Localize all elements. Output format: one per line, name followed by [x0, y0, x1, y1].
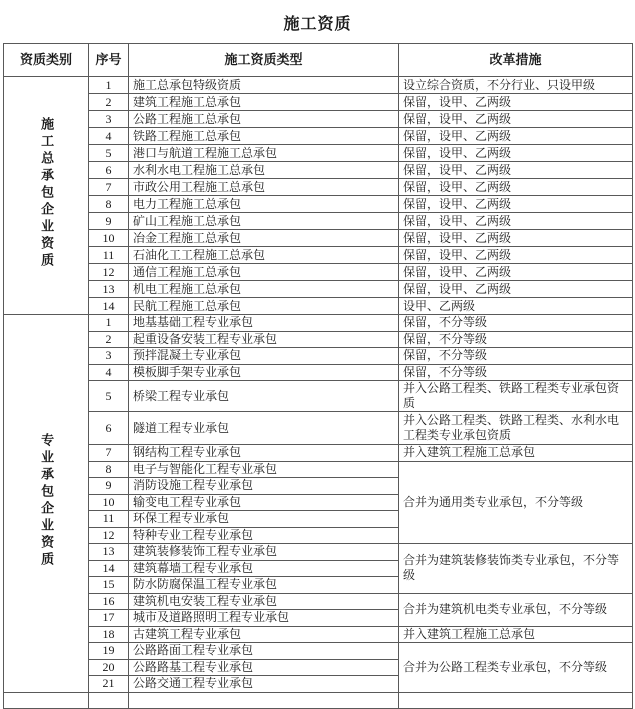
type-cell: 建筑工程施工总承包 — [129, 94, 399, 111]
header-row — [4, 44, 633, 77]
table-row — [4, 412, 633, 445]
table-row — [4, 213, 633, 230]
serial-cell: 4 — [89, 364, 129, 381]
type-cell: 电力工程施工总承包 — [129, 196, 399, 213]
table-row — [4, 643, 633, 660]
type-cell: 通信工程施工总承包 — [129, 264, 399, 281]
type-cell: 特种专业工程专业承包 — [129, 527, 399, 544]
table-row — [4, 264, 633, 281]
type-cell: 建筑幕墙工程专业承包 — [129, 560, 399, 577]
measure-cell: 并入公路工程类、铁路工程类、水利水电工程类专业承包资质 — [399, 412, 633, 445]
serial-cell: 6 — [89, 162, 129, 179]
table-row — [4, 381, 633, 412]
serial-cell: 14 — [89, 560, 129, 577]
type-cell: 古建筑工程专业承包 — [129, 626, 399, 643]
type-cell: 水利水电工程施工总承包 — [129, 162, 399, 179]
serial-cell: 3 — [89, 111, 129, 128]
serial-cell: 15 — [89, 577, 129, 594]
document-page — [0, 11, 635, 692]
type-cell: 建筑机电安装工程专业承包 — [129, 593, 399, 610]
table-row — [4, 593, 633, 610]
table-row — [4, 128, 633, 145]
table-row — [4, 692, 633, 708]
type-cell: 市政公用工程施工总承包 — [129, 179, 399, 196]
measure-cell: 保留，不分等级 — [399, 315, 633, 332]
table-row — [4, 348, 633, 365]
type-cell: 电子与智能化工程专业承包 — [129, 461, 399, 478]
measure-cell: 合并为建筑机电类专业承包，不分等级 — [399, 593, 633, 626]
measure-cell: 保留，设甲、乙两级 — [399, 145, 633, 162]
serial-cell: 19 — [89, 643, 129, 660]
serial-cell: 5 — [89, 145, 129, 162]
table-row — [4, 445, 633, 462]
serial-cell: 1 — [89, 77, 129, 94]
measure-cell: 保留，设甲、乙两级 — [399, 230, 633, 247]
table-row — [4, 145, 633, 162]
table-row — [4, 331, 633, 348]
serial-cell: 13 — [89, 544, 129, 561]
serial-cell: 7 — [89, 445, 129, 462]
category-label: 施工总承包企业资质 — [39, 117, 55, 270]
measure-cell: 保留，设甲、乙两级 — [399, 162, 633, 179]
column-header-serial: 序号 — [89, 44, 129, 77]
measure-cell: 合并为通用类专业承包，不分等级 — [399, 461, 633, 544]
type-cell: 机电工程施工总承包 — [129, 281, 399, 298]
type-cell: 城市及道路照明工程专业承包 — [129, 610, 399, 627]
measure-cell: 设甲、乙两级 — [399, 298, 633, 315]
category-cell — [4, 77, 89, 315]
category-label: 专业承包企业资质 — [39, 433, 55, 570]
serial-cell: 12 — [89, 527, 129, 544]
type-cell: 地基基础工程专业承包 — [129, 315, 399, 332]
type-cell: 预拌混凝土专业承包 — [129, 348, 399, 365]
type-cell: 消防设施工程专业承包 — [129, 478, 399, 495]
measure-cell: 合并为建筑装修装饰类专业承包，不分等级 — [399, 544, 633, 594]
type-cell: 公路路基工程专业承包 — [129, 659, 399, 676]
type-cell — [129, 692, 399, 708]
measure-cell: 保留，设甲、乙两级 — [399, 264, 633, 281]
serial-cell: 8 — [89, 461, 129, 478]
table-row — [4, 179, 633, 196]
measure-cell: 保留，设甲、乙两级 — [399, 111, 633, 128]
measure-cell: 保留，设甲、乙两级 — [399, 196, 633, 213]
serial-cell: 8 — [89, 196, 129, 213]
serial-cell: 3 — [89, 348, 129, 365]
type-cell: 铁路工程施工总承包 — [129, 128, 399, 145]
type-cell: 公路交通工程专业承包 — [129, 676, 399, 693]
type-cell: 起重设备安装工程专业承包 — [129, 331, 399, 348]
serial-cell: 10 — [89, 230, 129, 247]
serial-cell: 2 — [89, 331, 129, 348]
measure-cell: 并入建筑工程施工总承包 — [399, 626, 633, 643]
serial-cell: 21 — [89, 676, 129, 693]
serial-cell: 7 — [89, 179, 129, 196]
serial-cell: 5 — [89, 381, 129, 412]
measure-cell: 保留，设甲、乙两级 — [399, 247, 633, 264]
measure-cell: 保留，设甲、乙两级 — [399, 213, 633, 230]
type-cell: 桥梁工程专业承包 — [129, 381, 399, 412]
table-row — [4, 626, 633, 643]
serial-cell: 10 — [89, 494, 129, 511]
measure-cell: 保留，设甲、乙两级 — [399, 128, 633, 145]
table-row — [4, 544, 633, 561]
type-cell: 公路工程施工总承包 — [129, 111, 399, 128]
serial-cell: 6 — [89, 412, 129, 445]
serial-cell: 9 — [89, 478, 129, 495]
measure-cell: 保留，不分等级 — [399, 331, 633, 348]
table-row — [4, 94, 633, 111]
measure-cell: 设立综合资质，不分行业、只设甲级 — [399, 77, 633, 94]
type-cell: 建筑装修装饰工程专业承包 — [129, 544, 399, 561]
table-row — [4, 162, 633, 179]
column-header-type: 施工资质类型 — [129, 44, 399, 77]
measure-cell: 保留，设甲、乙两级 — [399, 281, 633, 298]
type-cell: 模板脚手架专业承包 — [129, 364, 399, 381]
serial-cell: 16 — [89, 593, 129, 610]
serial-cell: 17 — [89, 610, 129, 627]
type-cell: 钢结构工程专业承包 — [129, 445, 399, 462]
table-row — [4, 364, 633, 381]
type-cell: 施工总承包特级资质 — [129, 77, 399, 94]
measure-cell: 合并为公路工程类专业承包，不分等级 — [399, 643, 633, 693]
type-cell: 民航工程施工总承包 — [129, 298, 399, 315]
category-cell — [4, 315, 89, 693]
measure-cell: 保留，不分等级 — [399, 348, 633, 365]
type-cell: 石油化工工程施工总承包 — [129, 247, 399, 264]
table-row — [4, 77, 633, 94]
qualification-table — [3, 43, 633, 709]
serial-cell: 11 — [89, 511, 129, 528]
serial-cell: 18 — [89, 626, 129, 643]
measure-cell: 保留，不分等级 — [399, 364, 633, 381]
serial-cell: 4 — [89, 128, 129, 145]
serial-cell — [89, 692, 129, 708]
column-header-measure: 改革措施 — [399, 44, 633, 77]
serial-cell: 11 — [89, 247, 129, 264]
serial-cell: 14 — [89, 298, 129, 315]
serial-cell: 20 — [89, 659, 129, 676]
table-row — [4, 230, 633, 247]
type-cell: 冶金工程施工总承包 — [129, 230, 399, 247]
measure-cell: 并入公路工程类、铁路工程类专业承包资质 — [399, 381, 633, 412]
table-row — [4, 196, 633, 213]
type-cell: 环保工程专业承包 — [129, 511, 399, 528]
type-cell: 隧道工程专业承包 — [129, 412, 399, 445]
measure-cell: 并入建筑工程施工总承包 — [399, 445, 633, 462]
type-cell: 公路路面工程专业承包 — [129, 643, 399, 660]
page-title: 施工资质 — [283, 16, 352, 33]
table-row — [4, 315, 633, 332]
table-row — [4, 461, 633, 478]
serial-cell: 1 — [89, 315, 129, 332]
serial-cell: 2 — [89, 94, 129, 111]
measure-cell: 保留，设甲、乙两级 — [399, 94, 633, 111]
type-cell: 港口与航道工程施工总承包 — [129, 145, 399, 162]
measure-cell — [399, 692, 633, 708]
type-cell: 防水防腐保温工程专业承包 — [129, 577, 399, 594]
table-row — [4, 247, 633, 264]
type-cell: 输变电工程专业承包 — [129, 494, 399, 511]
serial-cell: 12 — [89, 264, 129, 281]
table-row — [4, 111, 633, 128]
column-header-category: 资质类别 — [4, 44, 89, 77]
category-cell — [4, 692, 89, 708]
serial-cell: 9 — [89, 213, 129, 230]
table-row — [4, 281, 633, 298]
serial-cell: 13 — [89, 281, 129, 298]
table-row — [4, 298, 633, 315]
measure-cell: 保留，设甲、乙两级 — [399, 179, 633, 196]
type-cell: 矿山工程施工总承包 — [129, 213, 399, 230]
